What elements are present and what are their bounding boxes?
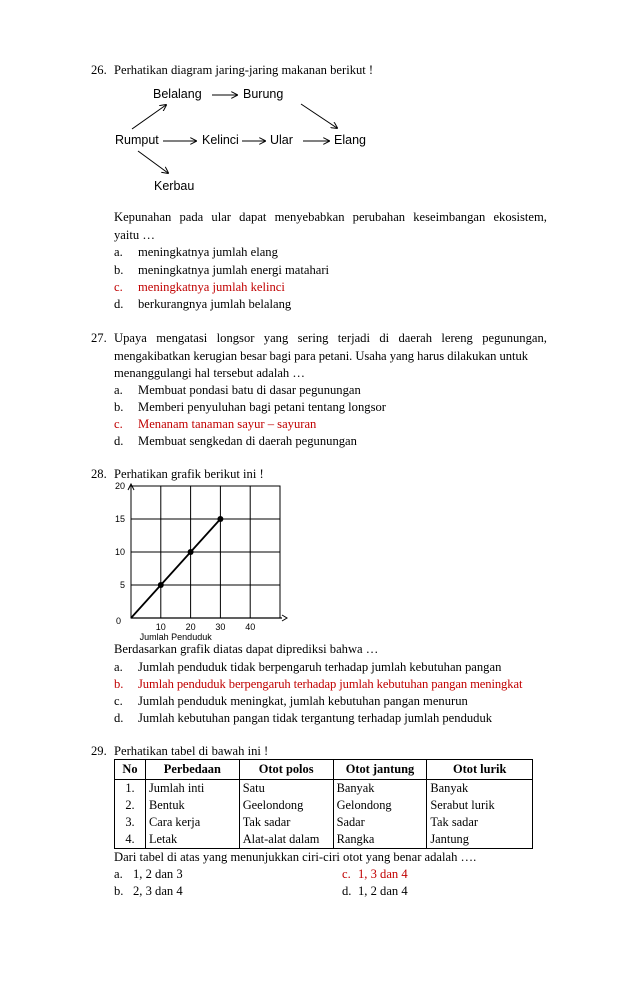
- table-cell: Letak: [145, 831, 239, 849]
- q27-stem-word: yang: [263, 331, 289, 345]
- q29-stem: Dari tabel di atas yang menunjukkan ciri-ciri otot yang benar adalah ….: [114, 850, 477, 864]
- q28-number: 28.: [91, 467, 107, 481]
- q27-option-d-text[interactable]: Membuat sengkedan di daerah pegunungan: [138, 434, 357, 448]
- web-node-kelinci: Kelinci: [202, 133, 239, 147]
- table-cell: Bentuk: [145, 797, 239, 814]
- table-row: [115, 797, 533, 814]
- q26-option-a-letter[interactable]: a.: [114, 245, 123, 259]
- q28-prompt: Perhatikan grafik berikut ini !: [114, 467, 264, 481]
- q29-option-b-text[interactable]: 2, 3 dan 4: [133, 884, 183, 898]
- q28-option-b-letter[interactable]: b.: [114, 677, 124, 691]
- x-tick-label: 30: [215, 622, 226, 632]
- x-axis-label: Jumlah Penduduk: [139, 632, 212, 642]
- table-cell: Sadar: [333, 814, 427, 831]
- q28-option-b-text[interactable]: Jumlah penduduk berpengaruh terhadap jumlah kebutuhan pangan meningkat: [138, 677, 523, 691]
- table-header: Otot jantung: [333, 760, 427, 780]
- q26-option-d-letter[interactable]: d.: [114, 297, 124, 311]
- table-cell: Rangka: [333, 831, 427, 849]
- q29-prompt: Perhatikan tabel di bawah ini !: [114, 744, 269, 758]
- q26-stem-word: Kepunahan: [114, 210, 172, 224]
- q26-option-d-text[interactable]: berkurangnya jumlah belalang: [138, 297, 292, 311]
- data-point: [217, 516, 223, 522]
- x-tick-label: 40: [245, 622, 256, 632]
- q28-stem: Berdasarkan grafik diatas dapat diprediksi bahwa …: [114, 642, 379, 656]
- web-node-rumput: Rumput: [115, 133, 159, 147]
- q26-stem-word: keseimbangan: [413, 210, 486, 224]
- table-cell: 3.: [115, 814, 146, 831]
- web-node-belalang: Belalang: [153, 87, 202, 101]
- table-cell: 4.: [115, 831, 146, 849]
- muscle-comparison-table: [114, 759, 533, 849]
- q28-option-a-letter[interactable]: a.: [114, 660, 123, 674]
- table-row: [115, 780, 533, 798]
- q26-stem-word: ular: [211, 210, 232, 224]
- table-header: Perbedaan: [145, 760, 239, 780]
- q26-option-c-text[interactable]: meningkatnya jumlah kelinci: [138, 280, 285, 294]
- q29-number: 29.: [91, 744, 107, 758]
- q27-stem-word: lereng: [441, 331, 473, 345]
- q27-stem-word: Upaya: [114, 331, 147, 345]
- table-cell: Banyak: [333, 780, 427, 798]
- table-cell: 1.: [115, 780, 146, 798]
- x-tick-label: 10: [155, 622, 166, 632]
- q27-option-d-letter[interactable]: d.: [114, 434, 124, 448]
- data-point: [158, 582, 164, 588]
- q28-option-a-text[interactable]: Jumlah penduduk tidak berpengaruh terhadap jumlah kebutuhan pangan: [138, 660, 502, 674]
- q27-option-c-text[interactable]: Menanam tanaman sayur – sayuran: [138, 417, 317, 431]
- arrow-rumput-belalang: [132, 105, 166, 129]
- web-node-kerbau: Kerbau: [154, 179, 195, 193]
- q26-stem-word: menyebabkan: [274, 210, 345, 224]
- table-row: [115, 831, 533, 849]
- q27-option-a-letter[interactable]: a.: [114, 383, 123, 397]
- y-tick-label: 15: [114, 514, 125, 524]
- arrow-burung-elang: [301, 104, 337, 128]
- table-header-row: [115, 760, 533, 780]
- table-cell: Geelondong: [239, 797, 333, 814]
- table-cell: Tak sadar: [427, 814, 533, 831]
- origin-label: 0: [115, 616, 121, 626]
- q29-option-a-letter[interactable]: a.: [114, 867, 123, 881]
- q27-stem-word: longsor: [216, 331, 255, 345]
- y-tick-label: 5: [119, 580, 125, 590]
- q29-option-d-text[interactable]: 1, 2 dan 4: [358, 884, 408, 898]
- q27-number: 27.: [91, 331, 107, 345]
- q27-stem-line2: mengakibatkan kerugian besar bagi para petani. Usaha yang harus dilakukan untuk: [114, 349, 528, 363]
- q26-option-b-letter[interactable]: b.: [114, 263, 124, 277]
- arrow-rumput-kerbau: [138, 151, 168, 173]
- web-node-ular: Ular: [270, 133, 293, 147]
- q27-option-a-text[interactable]: Membuat pondasi batu di dasar pegunungan: [138, 383, 361, 397]
- table-cell: Satu: [239, 780, 333, 798]
- q27-option-b-text[interactable]: Memberi penyuluhan bagi petani tentang longsor: [138, 400, 386, 414]
- table-cell: Tak sadar: [239, 814, 333, 831]
- y-tick-label: 20: [114, 481, 125, 491]
- population-food-chart: [0, 478, 638, 643]
- table-cell: Banyak: [427, 780, 533, 798]
- q29-option-a-text[interactable]: 1, 2 dan 3: [133, 867, 183, 881]
- q26-stem-line1: [114, 210, 547, 225]
- series-line: [131, 519, 220, 618]
- q27-stem-word: di: [379, 331, 390, 345]
- table-header: Otot lurik: [427, 760, 533, 780]
- x-tick-label: 20: [185, 622, 196, 632]
- table-header: No: [115, 760, 146, 780]
- table-cell: Gelondong: [333, 797, 427, 814]
- q26-stem-word: ekosistem,: [493, 210, 547, 224]
- q28-option-d-letter[interactable]: d.: [114, 711, 124, 725]
- table-cell: 2.: [115, 797, 146, 814]
- q27-stem-line1: [114, 331, 547, 346]
- q26-number: 26.: [91, 63, 107, 77]
- q27-option-b-letter[interactable]: b.: [114, 400, 124, 414]
- table-cell: Cara kerja: [145, 814, 239, 831]
- q26-stem-word: pada: [179, 210, 204, 224]
- q26-stem-word: dapat: [239, 210, 267, 224]
- q29-option-c-letter[interactable]: c.: [342, 867, 351, 881]
- q26-option-b-text[interactable]: meningkatnya jumlah energi matahari: [138, 263, 330, 277]
- q27-stem-word: mengatasi: [156, 331, 208, 345]
- q26-option-c-letter[interactable]: c.: [114, 280, 123, 294]
- table-row: [115, 814, 533, 831]
- q27-stem-word: terjadi: [337, 331, 370, 345]
- q27-option-c-letter[interactable]: c.: [114, 417, 123, 431]
- q26-stem-line2: yaitu …: [114, 228, 155, 242]
- q29-option-d-letter[interactable]: d.: [342, 884, 352, 898]
- web-node-elang: Elang: [334, 133, 366, 147]
- q28-option-c-text[interactable]: Jumlah penduduk meningkat, jumlah kebutuhan pangan menurun: [138, 694, 468, 708]
- q26-option-a-text[interactable]: meningkatnya jumlah elang: [138, 245, 278, 259]
- x-axis-arrow: [282, 615, 287, 621]
- q28-option-d-text[interactable]: Jumlah kebutuhan pangan tidak tergantung terhadap jumlah penduduk: [138, 711, 493, 725]
- q26-stem-word: perubahan: [352, 210, 406, 224]
- q27-stem-word: daerah: [398, 331, 433, 345]
- q27-stem-line3: menanggulangi hal tersebut adalah …: [114, 366, 305, 380]
- q29-option-c-text[interactable]: 1, 3 dan 4: [358, 867, 408, 881]
- table-cell: Alat-alat dalam: [239, 831, 333, 849]
- y-tick-label: 10: [114, 547, 125, 557]
- q29-option-b-letter[interactable]: b.: [114, 884, 124, 898]
- q28-option-c-letter[interactable]: c.: [114, 694, 123, 708]
- table-cell: Serabut lurik: [427, 797, 533, 814]
- table-cell: Jumlah inti: [145, 780, 239, 798]
- web-node-burung: Burung: [243, 87, 284, 101]
- q27-stem-word: pegunungan,: [482, 331, 547, 345]
- q26-prompt: Perhatikan diagram jaring-jaring makanan berikut !: [114, 63, 374, 77]
- table-header: Otot polos: [239, 760, 333, 780]
- q27-stem-word: sering: [297, 331, 329, 345]
- table-cell: Jantung: [427, 831, 533, 849]
- data-point: [188, 549, 194, 555]
